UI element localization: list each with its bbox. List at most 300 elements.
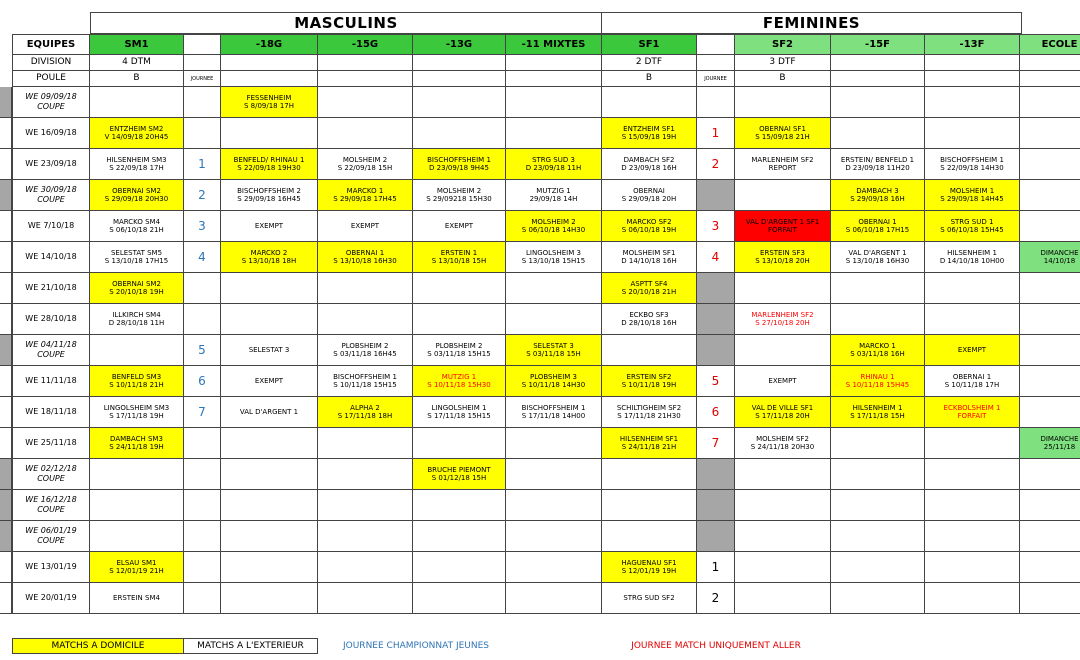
match-opponent: SELESTAT 3	[248, 345, 290, 354]
journee-number-jm	[184, 552, 221, 583]
poule-label: POULE	[12, 71, 90, 87]
match-cell-sf2	[735, 490, 831, 521]
match-cell-g13	[413, 273, 506, 304]
match-opponent: OBERNAI 1	[345, 248, 385, 257]
match-datetime: S 10/11/18 21H	[109, 381, 164, 389]
match-opponent: ERSTEIN SF3	[760, 248, 805, 257]
match-opponent: MARCKO SM4	[112, 217, 161, 226]
match-cell-g15	[318, 366, 413, 397]
match-cell-g18	[221, 211, 318, 242]
match-datetime: S 24/11/18 20H30	[750, 443, 815, 451]
legend-jeunes: JOURNEE CHAMPIONNAT JEUNES	[342, 641, 490, 651]
match-cell-g13	[413, 118, 506, 149]
date-label: WE 16/09/18	[25, 128, 77, 138]
match-cell-sf2	[735, 304, 831, 335]
journee-number-jm	[184, 583, 221, 614]
match-opponent: MARCKO SF2	[626, 217, 672, 226]
match-opponent: BISCHOFFSHEIM 1	[427, 155, 491, 164]
journee-label-jf: JOURNEE	[697, 71, 735, 87]
match-opponent: MARCKO 1	[859, 341, 896, 350]
coupe-label: COUPE	[37, 474, 65, 483]
match-cell-sm1	[90, 87, 184, 118]
journee-number-jf: 6	[697, 397, 735, 428]
match-cell-f15	[831, 583, 925, 614]
match-cell-g11	[506, 149, 602, 180]
match-cell-sm1	[90, 490, 184, 521]
match-cell-sf1	[602, 211, 697, 242]
match-cell-ecole	[1020, 180, 1080, 211]
match-cell-f15	[831, 428, 925, 459]
match-cell-g11	[506, 459, 602, 490]
match-opponent: EXEMPT	[768, 376, 797, 385]
match-cell-g15	[318, 118, 413, 149]
match-datetime: D 14/10/18 10H00	[939, 257, 1005, 265]
match-datetime: S 17/11/18 14H00	[521, 412, 586, 420]
match-cell-g18	[221, 242, 318, 273]
match-cell-sf2	[735, 211, 831, 242]
poule-g11	[506, 71, 602, 87]
match-cell-ecole	[1020, 521, 1080, 552]
match-cell-g11	[506, 273, 602, 304]
match-opponent: ERSTEIN SF2	[626, 372, 672, 381]
match-cell-g15	[318, 180, 413, 211]
match-cell-f13	[925, 552, 1020, 583]
match-opponent: ERSTEIN SM4	[113, 593, 160, 602]
journee-head-jf	[697, 34, 735, 55]
match-cell-f15	[831, 552, 925, 583]
match-datetime: S 12/01/19 19H	[621, 567, 677, 575]
left-stub	[0, 149, 12, 180]
match-cell-g18	[221, 366, 318, 397]
division-f13	[925, 55, 1020, 71]
date-label: WE 25/11/18	[25, 438, 77, 448]
match-cell-g18	[221, 118, 318, 149]
match-datetime: S 10/11/18 14H30	[521, 381, 586, 389]
journee-number-jf	[697, 180, 735, 211]
date-cell	[12, 490, 90, 521]
match-cell-g18	[221, 583, 318, 614]
match-cell-sf2	[735, 552, 831, 583]
match-cell-f15	[831, 118, 925, 149]
team-header-sf2: SF2	[735, 34, 831, 55]
match-cell-sf2	[735, 180, 831, 211]
match-datetime: S 13/10/18 18H	[241, 257, 297, 265]
match-cell-ecole	[1020, 211, 1080, 242]
match-datetime: S 06/10/18 19H	[621, 226, 677, 234]
match-opponent: BISCHOFFSHEIM 1	[940, 155, 1004, 164]
journee-number-jf: 7	[697, 428, 735, 459]
poule-f13	[925, 71, 1020, 87]
match-datetime: S 10/11/18 15H45	[845, 381, 910, 389]
match-opponent: ASPTT SF4	[630, 279, 668, 288]
match-opponent: EXEMPT	[254, 376, 284, 385]
match-cell-f15	[831, 490, 925, 521]
match-datetime: D 28/10/18 16H	[621, 319, 677, 327]
date-cell	[12, 242, 90, 273]
match-cell-f15	[831, 459, 925, 490]
match-cell-ecole	[1020, 459, 1080, 490]
date-cell	[12, 552, 90, 583]
match-opponent: DIMANCHE	[1040, 248, 1079, 257]
match-cell-g11	[506, 366, 602, 397]
journee-number-jm: 2	[184, 180, 221, 211]
match-opponent: LINGOLSHEIM SM3	[103, 403, 170, 412]
match-cell-sf2	[735, 428, 831, 459]
match-cell-g13	[413, 583, 506, 614]
match-datetime: S 24/11/18 21H	[621, 443, 677, 451]
journee-number-jm: 3	[184, 211, 221, 242]
match-cell-f13	[925, 211, 1020, 242]
match-datetime: D 23/09/18 9H45	[429, 164, 489, 172]
match-cell-g13	[413, 397, 506, 428]
match-cell-f15	[831, 304, 925, 335]
date-cell	[12, 118, 90, 149]
match-datetime: S 13/10/18 17H15	[104, 257, 169, 265]
match-cell-g18	[221, 335, 318, 366]
match-cell-f13	[925, 304, 1020, 335]
journee-number-jf	[697, 521, 735, 552]
date-cell	[12, 180, 90, 211]
match-cell-g18	[221, 521, 318, 552]
match-opponent: HAGUENAU SF1	[621, 558, 677, 567]
match-cell-g15	[318, 335, 413, 366]
match-cell-sm1	[90, 459, 184, 490]
legend-domicile: MATCHS A DOMICILE	[12, 638, 184, 654]
match-datetime: S 06/10/18 21H	[109, 226, 164, 234]
journee-number-jm	[184, 459, 221, 490]
match-cell-g18	[221, 304, 318, 335]
division-g11	[506, 55, 602, 71]
match-cell-sm1	[90, 149, 184, 180]
date-cell	[12, 459, 90, 490]
match-opponent: ERSTEIN/ BENFELD 1	[840, 155, 915, 164]
division-sm1: 4 DTM	[90, 55, 184, 71]
match-datetime: S 13/10/18 16H30	[333, 257, 397, 265]
match-datetime: V 14/09/18 20H45	[104, 133, 169, 141]
journee-number-jf: 2	[697, 583, 735, 614]
match-opponent: VAL D'ARGENT 1	[848, 248, 907, 257]
journee-number-jm: 4	[184, 242, 221, 273]
match-opponent: LINGOLSHEIM 3	[526, 248, 581, 257]
division-g13	[413, 55, 506, 71]
match-opponent: PLOBSHEIM 3	[530, 372, 577, 381]
journee-number-jf	[697, 273, 735, 304]
match-datetime: S 29/09/18 20H30	[104, 195, 169, 203]
match-cell-ecole	[1020, 552, 1080, 583]
match-cell-sf1	[602, 366, 697, 397]
match-cell-ecole	[1020, 583, 1080, 614]
match-cell-f15	[831, 149, 925, 180]
left-stub	[0, 459, 12, 490]
match-datetime: S 17/11/18 15H	[850, 412, 905, 420]
journee-number-jf	[697, 335, 735, 366]
date-label: WE 30/09/18	[25, 185, 77, 195]
match-opponent: STRG SUD 1	[950, 217, 994, 226]
match-cell-f13	[925, 397, 1020, 428]
match-opponent: MARCKO 1	[346, 186, 384, 195]
match-cell-sf2	[735, 87, 831, 118]
match-cell-g15	[318, 211, 413, 242]
division-sf1: 2 DTF	[602, 55, 697, 71]
match-datetime: S 13/10/18 15H15	[521, 257, 586, 265]
match-cell-sm1	[90, 366, 184, 397]
match-opponent: OBERNAI SM2	[112, 186, 161, 195]
match-datetime: S 22/09/18 19H30	[237, 164, 301, 172]
team-header-sf1: SF1	[602, 34, 697, 55]
team-header-ecole: ECOLE	[1020, 34, 1080, 55]
left-stub	[0, 87, 12, 118]
legend	[0, 624, 1080, 660]
match-cell-ecole	[1020, 149, 1080, 180]
match-cell-sf2	[735, 242, 831, 273]
match-cell-sf1	[602, 304, 697, 335]
journee-head-jm	[184, 34, 221, 55]
match-cell-g11	[506, 211, 602, 242]
match-cell-f13	[925, 428, 1020, 459]
division-g15	[318, 55, 413, 71]
match-cell-f13	[925, 490, 1020, 521]
left-stub	[0, 428, 12, 459]
match-cell-sf1	[602, 273, 697, 304]
match-cell-g13	[413, 149, 506, 180]
match-datetime: S 15/09/18 21H	[755, 133, 810, 141]
coupe-label: COUPE	[37, 505, 65, 514]
match-datetime: S 03/11/18 16H45	[333, 350, 397, 358]
journee-number-jf: 4	[697, 242, 735, 273]
match-cell-sf1	[602, 583, 697, 614]
match-opponent: VAL D'ARGENT 1 SF1	[745, 217, 820, 226]
match-opponent: BISCHOFFSHEIM 2	[237, 186, 301, 195]
poule-g15	[318, 71, 413, 87]
match-cell-g15	[318, 521, 413, 552]
journee-number-jf: 5	[697, 366, 735, 397]
match-opponent: MOLSHEIM SF2	[756, 434, 809, 443]
match-cell-g15	[318, 149, 413, 180]
match-datetime: S 03/11/18 15H15	[427, 350, 491, 358]
match-opponent: STRG SUD 3	[532, 155, 575, 164]
poule-ecole	[1020, 71, 1080, 87]
match-datetime: S 13/10/18 16H30	[845, 257, 910, 265]
left-stub	[0, 304, 12, 335]
match-cell-sm1	[90, 273, 184, 304]
journee-number-jm	[184, 521, 221, 552]
match-opponent: BISCHOFFSHEIM 1	[521, 403, 586, 412]
match-cell-f15	[831, 242, 925, 273]
left-stub	[0, 180, 12, 211]
match-datetime: S 12/01/19 21H	[109, 567, 164, 575]
team-header-g11: -11 MIXTES	[506, 34, 602, 55]
match-cell-f13	[925, 118, 1020, 149]
match-opponent: PLOBSHEIM 2	[341, 341, 389, 350]
match-opponent: EXEMPT	[350, 221, 380, 230]
match-cell-g13	[413, 366, 506, 397]
date-label: WE 16/12/18	[25, 495, 77, 505]
match-cell-sf2	[735, 366, 831, 397]
match-cell-sf2	[735, 583, 831, 614]
match-cell-g13	[413, 459, 506, 490]
match-cell-g18	[221, 180, 318, 211]
date-label: WE 18/11/18	[25, 407, 77, 417]
match-datetime: S 22/09/18 15H	[337, 164, 393, 172]
match-datetime: S 8/09/18 17H	[243, 102, 295, 110]
match-opponent: HILSENHEIM 1	[947, 248, 997, 257]
match-datetime: S 06/10/18 17H15	[845, 226, 910, 234]
match-cell-ecole	[1020, 366, 1080, 397]
match-datetime: S 10/11/18 15H15	[333, 381, 397, 389]
match-cell-ecole	[1020, 87, 1080, 118]
journee-number-jf: 1	[697, 118, 735, 149]
date-label: WE 14/10/18	[25, 252, 77, 262]
poule-f15	[831, 71, 925, 87]
match-opponent: OBERNAI SF1	[759, 124, 806, 133]
poule-sm1: B	[90, 71, 184, 87]
journee-number-jm: 5	[184, 335, 221, 366]
match-cell-g15	[318, 552, 413, 583]
journee-number-jm: 7	[184, 397, 221, 428]
match-opponent: BISCHOFFSHEIM 1	[333, 372, 397, 381]
match-opponent: BENFELD/ RHINAU 1	[233, 155, 305, 164]
date-cell	[12, 149, 90, 180]
match-opponent: EXEMPT	[444, 221, 474, 230]
match-datetime: 29/09/18 14H	[529, 195, 578, 203]
date-label: WE 21/10/18	[25, 283, 77, 293]
match-cell-f15	[831, 211, 925, 242]
date-label: WE 11/11/18	[25, 376, 77, 386]
match-cell-sf1	[602, 397, 697, 428]
match-cell-g18	[221, 490, 318, 521]
match-cell-sm1	[90, 397, 184, 428]
match-datetime: S 15/09/18 19H	[621, 133, 677, 141]
match-opponent: STRG SUD SF2	[623, 593, 675, 602]
match-datetime: S 29/09/18 20H	[621, 195, 677, 203]
team-header-g13: -13G	[413, 34, 506, 55]
match-opponent: OBERNAI 1	[858, 217, 897, 226]
match-cell-g13	[413, 428, 506, 459]
match-cell-f13	[925, 521, 1020, 552]
match-datetime: S 10/11/18 15H30	[427, 381, 491, 389]
match-cell-ecole	[1020, 273, 1080, 304]
division-label: DIVISION	[12, 55, 90, 71]
match-cell-g11	[506, 335, 602, 366]
match-opponent: EXEMPT	[957, 345, 987, 354]
left-stub	[0, 211, 12, 242]
division-ecole	[1020, 55, 1080, 71]
match-cell-g15	[318, 583, 413, 614]
match-datetime: S 22/09/18 14H30	[940, 164, 1004, 172]
coupe-label: COUPE	[37, 536, 65, 545]
match-cell-sm1	[90, 583, 184, 614]
journee-number-jm	[184, 273, 221, 304]
match-cell-ecole	[1020, 242, 1080, 273]
match-cell-f15	[831, 180, 925, 211]
match-cell-g18	[221, 87, 318, 118]
journee-label-jm: JOURNEE	[184, 71, 221, 87]
match-cell-g11	[506, 583, 602, 614]
match-datetime: D 23/09/18 11H	[525, 164, 582, 172]
match-datetime: S 01/12/18 15H	[431, 474, 487, 482]
match-datetime: S 17/11/18 18H	[337, 412, 393, 420]
match-cell-g11	[506, 490, 602, 521]
date-label: WE 23/09/18	[25, 159, 77, 169]
match-cell-g13	[413, 242, 506, 273]
journee-number-jf	[697, 304, 735, 335]
match-cell-sf2	[735, 397, 831, 428]
match-cell-sf1	[602, 149, 697, 180]
journee-number-jm: 6	[184, 366, 221, 397]
match-opponent: LINGOLSHEIM 1	[431, 403, 487, 412]
match-opponent: ECKBO SF3	[629, 310, 669, 319]
match-datetime: S 27/10/18 20H	[755, 319, 810, 327]
left-stub	[0, 118, 12, 149]
date-label: WE 09/09/18	[25, 92, 77, 102]
left-stub	[0, 397, 12, 428]
match-opponent: VAL D'ARGENT 1	[239, 407, 299, 416]
left-stub	[0, 583, 12, 614]
match-opponent: VAL DE VILLE SF1	[751, 403, 814, 412]
match-cell-ecole	[1020, 118, 1080, 149]
journee-number-jm	[184, 304, 221, 335]
match-cell-f15	[831, 366, 925, 397]
date-label: WE 20/01/19	[25, 593, 77, 603]
journee-number-jf: 1	[697, 552, 735, 583]
match-cell-g13	[413, 304, 506, 335]
match-datetime: REPORT	[768, 164, 797, 172]
match-cell-g11	[506, 552, 602, 583]
left-stub	[0, 490, 12, 521]
match-cell-ecole	[1020, 304, 1080, 335]
match-opponent: OBERNAI	[633, 186, 665, 195]
match-opponent: SELESTAT SM5	[110, 248, 163, 257]
match-cell-sm1	[90, 211, 184, 242]
journee-div-jm	[184, 55, 221, 71]
match-opponent: HILSENHEIM SF1	[619, 434, 679, 443]
left-stub	[0, 242, 12, 273]
match-cell-f13	[925, 87, 1020, 118]
match-datetime: S 17/11/18 21H30	[617, 412, 681, 420]
match-cell-sf1	[602, 552, 697, 583]
date-cell	[12, 428, 90, 459]
match-datetime: S 20/10/18 21H	[621, 288, 677, 296]
legend-exterieur: MATCHS A L'EXTERIEUR	[184, 638, 318, 654]
match-opponent: MARLENHEIM SF2	[751, 310, 814, 319]
match-cell-g18	[221, 397, 318, 428]
match-cell-sf2	[735, 118, 831, 149]
match-opponent: MOLSHEIM 2	[436, 186, 482, 195]
match-cell-ecole	[1020, 490, 1080, 521]
match-opponent: MOLSHEIM 2	[531, 217, 576, 226]
match-cell-sm1	[90, 521, 184, 552]
match-cell-f15	[831, 335, 925, 366]
match-datetime: S 20/10/18 19H	[109, 288, 164, 296]
match-datetime: S 10/11/18 17H	[944, 381, 1000, 389]
match-cell-sf2	[735, 459, 831, 490]
division-g18	[221, 55, 318, 71]
match-cell-g15	[318, 242, 413, 273]
match-cell-f15	[831, 273, 925, 304]
equipes-label: EQUIPES	[12, 34, 90, 55]
match-cell-g13	[413, 180, 506, 211]
match-opponent: MOLSHEIM 2	[342, 155, 388, 164]
date-cell	[12, 366, 90, 397]
match-opponent: DAMBACH SF2	[623, 155, 675, 164]
match-cell-sm1	[90, 304, 184, 335]
match-opponent: ENTZHEIM SF1	[623, 124, 675, 133]
match-cell-ecole	[1020, 335, 1080, 366]
match-cell-f13	[925, 335, 1020, 366]
match-cell-g11	[506, 304, 602, 335]
match-cell-g18	[221, 149, 318, 180]
match-opponent: ALPHA 2	[350, 403, 380, 412]
